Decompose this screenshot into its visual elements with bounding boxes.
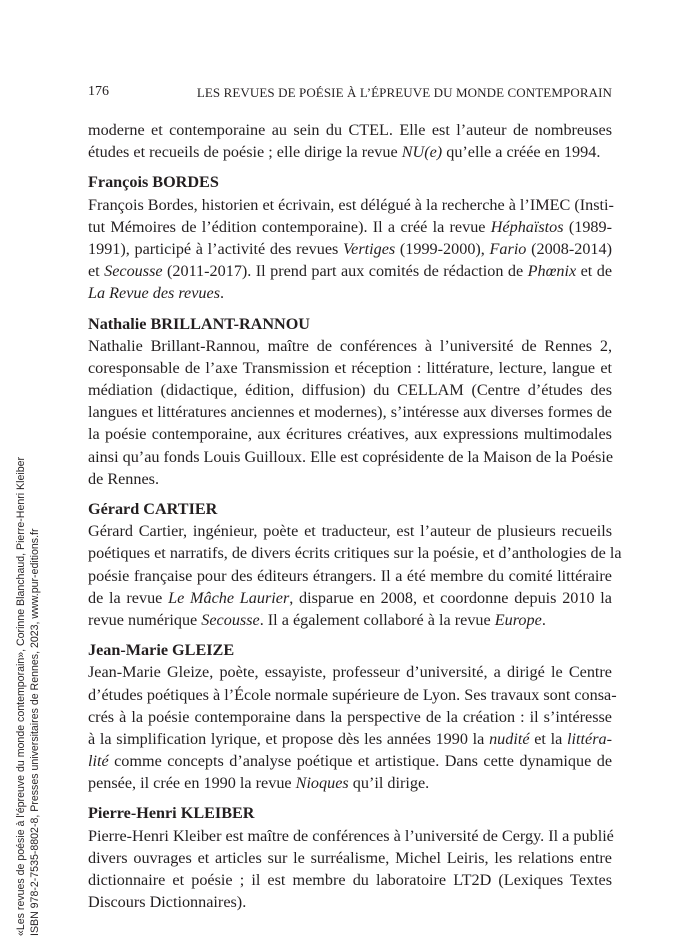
- italic-title: Le Mâche Laurier: [168, 588, 290, 607]
- contributor-entry: [88, 313, 612, 491]
- italic-title: Héphaïstos: [490, 217, 564, 236]
- text-line: [88, 141, 612, 163]
- text-line: [88, 609, 612, 631]
- text-segment: pensée, il crée en 1990 la revue: [88, 774, 296, 793]
- italic-title: Phœnix: [527, 262, 577, 281]
- text-line: [88, 847, 612, 869]
- text-line: [88, 587, 612, 609]
- text-line: [88, 750, 612, 772]
- text-line: [88, 423, 612, 445]
- text-line: [88, 194, 612, 216]
- text-line: [88, 282, 612, 304]
- contributor-entry: [88, 802, 612, 913]
- text-segment: (2011-2017). Il prend part aux comités de rédaction de: [162, 262, 528, 281]
- citation-line-2: ISBN 978-2-7535-8802-8, Presses universitaires de Rennes, 2023, www.pur-editions.fr: [29, 528, 41, 936]
- text-line: [88, 119, 612, 141]
- italic-title: Secousse: [201, 610, 260, 629]
- text-segment: (1999-2000),: [395, 239, 490, 258]
- text-line: [88, 728, 612, 750]
- text-segment: et la: [529, 729, 568, 748]
- text-line: [88, 238, 612, 260]
- text-segment: (1989-: [563, 217, 612, 236]
- contributors-list: [88, 119, 622, 913]
- italic-title: littéra-: [567, 729, 612, 748]
- citation-sidenote: [14, 457, 42, 936]
- text-segment: de Rennes.: [88, 469, 160, 488]
- text-segment: (2008-2014): [526, 239, 613, 258]
- citation-line-1: «Les revues de poésie à l'épreuve du monde contemporain», Corinne Blanchaud, Pierre-Henri Kleiber: [15, 456, 27, 936]
- contributor-entry: [88, 171, 612, 304]
- text-segment: Nathalie Brillant-Rannou, maître de conférences à l’université de Rennes 2,: [88, 336, 612, 355]
- contributor-entry: [88, 639, 617, 794]
- text-line: [88, 446, 612, 468]
- text-line: [88, 468, 612, 490]
- text-segment: qu’elle a créée en 1994.: [442, 143, 601, 162]
- contributor-name: Nathalie BRILLANT-RANNOU: [88, 314, 310, 333]
- text-segment: Jean-Marie Gleize, poète, essayiste, professeur d’université, a dirigé le Centre: [88, 663, 612, 682]
- text-segment: poétiques et narratifs, de divers écrits critiques sur la poésie, et d’anthologies de la: [88, 544, 622, 563]
- text-line: [88, 520, 612, 542]
- text-segment: François Bordes, historien et écrivain, est délégué à la recherche à l’IMEC (Insti-: [88, 195, 614, 214]
- text-line: [88, 565, 612, 587]
- text-segment: comme concepts d’analyse poétique et artistique. Dans cette dynamique de: [108, 752, 612, 771]
- text-segment: à la simplification lyrique, et propose dès les années 1990 la: [88, 729, 490, 748]
- italic-title: Fario: [489, 239, 527, 258]
- text-line: [88, 401, 612, 423]
- text-segment: médiation (didactique, édition, diffusion) du CELLAM (Centre d’études des: [88, 381, 612, 400]
- text-line: [88, 684, 617, 706]
- contributor-name: Gérard CARTIER: [88, 500, 218, 518]
- text-segment: 1991), participé à l’activité des revues: [88, 239, 344, 258]
- text-segment: .: [220, 284, 225, 303]
- text-segment: la poésie contemporaine, aux écritures créatives, aux expressions multimodales: [88, 425, 612, 444]
- text-segment: Gérard Cartier, ingénieur, poète et traducteur, est l’auteur de plusieurs recueils: [88, 522, 612, 541]
- text-line: [88, 335, 612, 357]
- text-segment: tut Mémoires de l’édition contemporaine). Il a créé la revue: [88, 217, 491, 236]
- text-segment: études et recueils de poésie ; elle dirige la revue: [88, 143, 402, 162]
- italic-title: La Revue des revues: [88, 284, 220, 303]
- contributor-name: Jean-Marie GLEIZE: [88, 641, 235, 660]
- italic-title: Secousse: [104, 262, 163, 281]
- text-segment: coresponsable de l’axe Transmission et réception : littérature, lecture, langue et: [88, 358, 612, 377]
- text-segment: .: [541, 610, 546, 629]
- text-line: [88, 216, 612, 238]
- page-number: 176: [88, 84, 109, 99]
- text-segment: , disparue en 2008, et coordonne depuis 2010 la: [289, 588, 612, 607]
- text-segment: ainsi qu’au fonds Louis Guilloux. Elle est coprésidente de la Maison de la Poésie: [88, 447, 614, 466]
- text-line: [88, 706, 612, 728]
- text-segment: moderne et contemporaine au sein du CTEL. Elle est l’auteur de nombreuses: [88, 121, 612, 139]
- text-segment: dictionnaire et poésie ; il est membre du laboratoire LT2D (Lexiques Textes: [88, 871, 612, 889]
- italic-title: Vertiges: [343, 239, 396, 258]
- italic-title: Nioques: [295, 774, 349, 793]
- text-line: [88, 869, 612, 891]
- text-line: [88, 661, 612, 683]
- text-segment: divers ouvrages et articles sur le surréalisme, Michel Leiris, les relations entre: [88, 848, 612, 867]
- italic-title: lité: [88, 752, 109, 771]
- text-segment: revue numérique: [88, 610, 202, 629]
- contributor-name: Pierre-Henri KLEIBER: [88, 804, 255, 823]
- text-segment: qu’il dirige.: [348, 774, 430, 793]
- text-line: [88, 891, 612, 913]
- text-line: [88, 825, 612, 847]
- text-segment: Discours Dictionnaires).: [88, 893, 247, 912]
- contributor-entry: [88, 119, 612, 163]
- contributor-name: François BORDES: [88, 173, 219, 192]
- text-line: [88, 357, 612, 379]
- italic-title: Europe: [494, 610, 542, 629]
- text-segment: crés à la poésie contemporaine dans la perspective de la création : il s’intéresse: [88, 707, 612, 726]
- text-line: [88, 542, 622, 564]
- text-line: [88, 772, 612, 794]
- text-line: [88, 260, 612, 282]
- text-segment: langues et littératures anciennes et modernes), s’intéresse aux diverses formes de: [88, 403, 612, 422]
- italic-title: nudité: [489, 729, 530, 748]
- italic-title: NU(e): [401, 143, 443, 162]
- text-segment: de la revue: [88, 588, 169, 607]
- text-segment: Pierre-Henri Kleiber est maître de conférences à l’université de Cergy. Il a publié: [88, 826, 614, 845]
- text-line: [88, 379, 612, 401]
- text-segment: d’études poétiques à l’École normale supérieure de Lyon. Ses travaux sont consa-: [88, 685, 617, 704]
- text-segment: poésie française pour des éditeurs étrangers. Il a été membre du comité littéraire: [88, 566, 612, 585]
- text-segment: . Il a également collaboré à la revue: [259, 610, 495, 629]
- running-title: LES REVUES DE POÉSIE À L’ÉPREUVE DU MONDE CONTEMPORAIN: [196, 85, 612, 100]
- contributor-entry: [88, 498, 622, 631]
- text-segment: et de: [576, 262, 613, 281]
- text-segment: et: [88, 262, 105, 281]
- running-header: [88, 84, 612, 104]
